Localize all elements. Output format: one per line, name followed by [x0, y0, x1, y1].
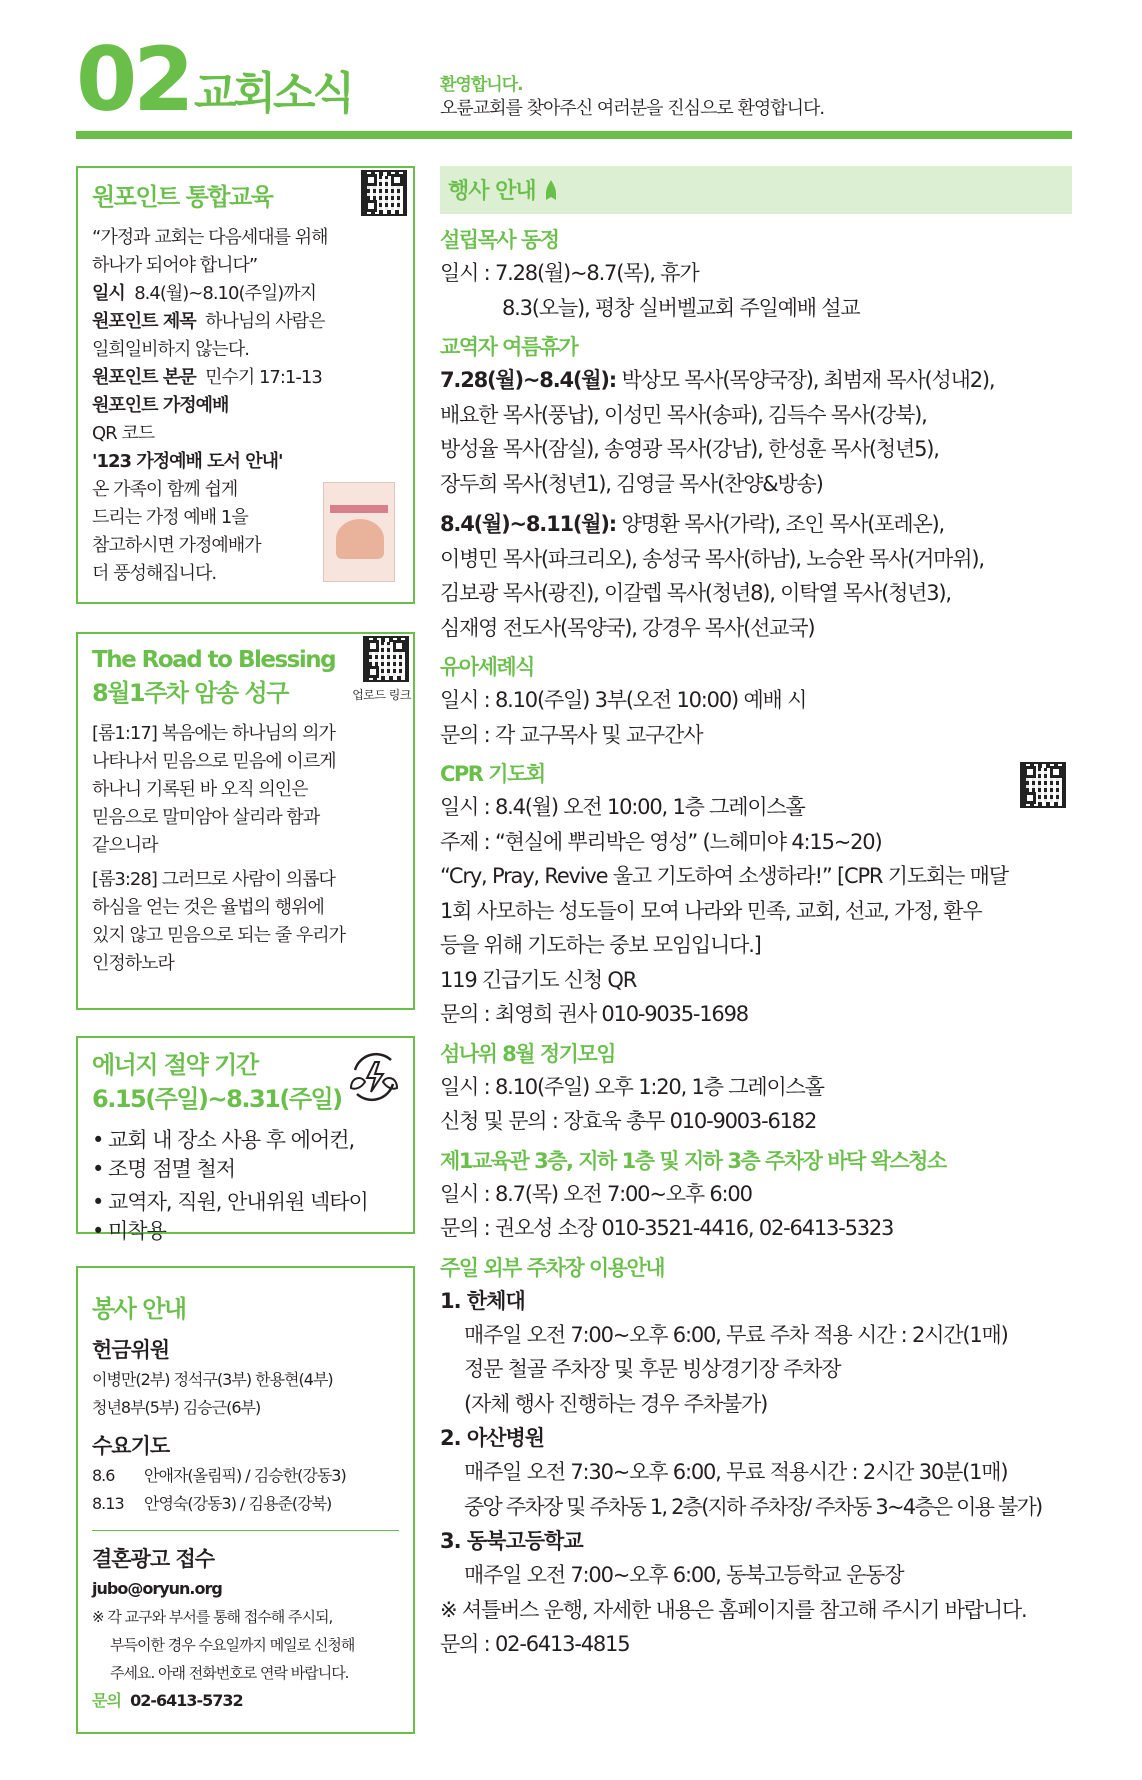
event-line: 방성율 목사(잠실), 송영광 목사(강남), 한성훈 목사(청년5),: [440, 437, 939, 461]
parking-note: ※ 셔틀버스 운행, 자세한 내용은 홈페이지를 참고해 주시기 바랍니다.: [440, 1597, 1027, 1622]
book-guide-label: '123 가정예배 도서 안내': [92, 451, 283, 472]
meeting-section-title: 섬나위 8월 정기모임: [440, 1041, 616, 1066]
guide-text: 드리는 가정 예배 1을: [92, 507, 248, 528]
verse-text: 믿음으로 말미암아 살리라 함과: [92, 807, 320, 828]
subject-value: 하나님의 사람은: [205, 311, 325, 332]
energy-item: • 교역자, 직원, 안내위원 넥타이: [92, 1188, 399, 1217]
verse-text: 같으니라: [92, 835, 158, 856]
service-title: 봉사 안내: [92, 1295, 186, 1323]
event-line: 문의 : 각 교구목사 및 교구간사: [440, 722, 703, 747]
event-line: 김보광 목사(광진), 이갈렙 목사(청년8), 이탁열 목사(청년3),: [440, 581, 951, 605]
parking-section-title: 주일 외부 주차장 이용안내: [440, 1255, 665, 1280]
parking-item-title: 1. 한체대: [440, 1288, 525, 1313]
prayer-names: 안영숙(강동3) / 김용준(강북): [144, 1494, 332, 1513]
verse-text: [롬3:28] 그러므로 사람이 의롭다: [92, 869, 335, 890]
header-divider: [76, 131, 1072, 139]
onepoint-title: 원포인트 통합교육: [92, 183, 273, 211]
energy-box: [76, 1036, 415, 1243]
event-line: 일시 : 8.10(주일) 3부(오전 10:00) 예배 시: [440, 688, 807, 712]
wedding-note: 주세요. 아래 전화번호로 연락 바랍니다.: [110, 1664, 349, 1682]
event-line: 매주일 오전 7:30~오후 6:00, 무료 적용시간 : 2시간 30분(1매): [464, 1460, 1008, 1484]
onepoint-quote: “가정과 교회는 다음세대를 위해: [92, 227, 328, 248]
qr-code-icon[interactable]: [1020, 762, 1066, 808]
qr-code-icon[interactable]: [361, 170, 407, 216]
date-label: 일시: [92, 283, 125, 304]
welcome-title: 환영합니다.: [440, 75, 523, 95]
wedding-note: 부득이한 경우 수요일까지 메일로 신청해: [110, 1636, 355, 1654]
event-line: 주제 : “현실에 뿌리박은 영성” (느헤미야 4:15~20): [440, 829, 882, 854]
cleaning-section-title: 제1교육관 3층, 지하 1층 및 지하 3층 주차장 바닥 왁스청소: [440, 1148, 946, 1173]
event-line: 1회 사모하는 성도들이 모여 나라와 민족, 교회, 선교, 가정, 환우: [440, 898, 982, 923]
events-title: 행사 안내: [448, 174, 560, 205]
energy-item: • 교회 내 장소 사용 후 에어컨,: [92, 1126, 399, 1155]
event-line: 매주일 오전 7:00~오후 6:00, 동북고등학교 운동장: [464, 1563, 904, 1587]
parking-item-title: 3. 동북고등학교: [440, 1529, 583, 1553]
event-line: 심재영 전도사(목양국), 강경우 목사(선교국): [440, 615, 815, 640]
verse-text: [롬1:17] 복음에는 하나님의 의가: [92, 723, 335, 744]
prayer-date: 8.13: [92, 1494, 124, 1513]
vacation-period: 7.28(월)~8.4(월):: [440, 368, 616, 392]
event-line: “Cry, Pray, Revive 울고 기도하여 소생하라!” [CPR 기도회는 매달: [440, 864, 1008, 888]
verse-text: 하심을 얻는 것은 율법의 행위에: [92, 897, 324, 918]
cpr-section-title: CPR 기도회: [440, 762, 545, 786]
prayer-title: 수요기도: [92, 1434, 170, 1458]
guide-text: 온 가족이 함께 쉽게: [92, 479, 238, 500]
baptism-section-title: 유아세례식: [440, 655, 534, 679]
qr-caption: 업로드 링크: [352, 688, 411, 702]
verse-text: 인정하노라: [92, 953, 174, 974]
parking-contact: 문의 : 02-6413-4815: [440, 1632, 630, 1656]
event-line: 배요한 목사(풍납), 이성민 목사(송파), 김득수 목사(강북),: [440, 402, 927, 427]
offering-names: 청년8부(5부) 김승근(6부): [92, 1398, 261, 1417]
event-line: 매주일 오전 7:00~오후 6:00, 무료 주차 적용 시간 : 2시간(1매): [464, 1322, 1008, 1347]
guide-text: 더 풍성해집니다.: [92, 563, 217, 584]
event-line: 119 긴급기도 신청 QR: [440, 967, 637, 992]
road-title: The Road to Blessing: [92, 647, 336, 673]
subject-label: 원포인트 제목: [92, 311, 196, 332]
event-line: 문의 : 권오성 소장 010-3521-4416, 02-6413-5323: [440, 1216, 894, 1240]
event-line: (자체 행사 진행하는 경우 주차불가): [464, 1391, 768, 1416]
page-header: [76, 28, 1072, 136]
event-line: 양명환 목사(가락), 조인 목사(포레온),: [615, 512, 945, 536]
welcome-text: 오륜교회를 찾아주신 여러분을 진심으로 환영합니다.: [440, 98, 825, 119]
praying-hands-icon: [542, 179, 560, 201]
vacation-period: 8.4(월)~8.11(월):: [440, 512, 616, 536]
event-line: 중앙 주차장 및 주차동 1, 2층(지하 주차장/ 주차동 3~4층은 이용 불가): [464, 1494, 1042, 1519]
text-label: 원포인트 본문: [92, 367, 196, 388]
events-column: [440, 166, 1072, 1662]
founder-section-title: 설립목사 동정: [440, 228, 559, 252]
event-line: 8.3(오늘), 평창 실버벨교회 주일예배 설교: [502, 295, 860, 320]
event-line: 장두희 목사(청년1), 김영글 목사(찬양&방송): [440, 471, 823, 496]
page-number: 02: [76, 28, 191, 131]
subject-value: 일희일비하지 않는다.: [92, 339, 249, 360]
contact-label: 문의: [92, 1691, 121, 1710]
wedding-note: ※ 각 교구와 부서를 통해 접수해 주시되,: [92, 1608, 333, 1626]
wedding-email[interactable]: jubo@oryun.org: [92, 1579, 222, 1598]
verse-title: 8월1주차 암송 성구: [92, 679, 288, 707]
event-line: 정문 철골 주차장 및 후문 빙상경기장 주차장: [464, 1357, 841, 1381]
event-line: 일시 : 8.10(주일) 오후 1:20, 1층 그레이스홀: [440, 1074, 824, 1099]
divider: [92, 1530, 399, 1531]
contact-phone: 02-6413-5732: [130, 1691, 243, 1710]
event-line: 이병민 목사(파크리오), 송성국 목사(하남), 노승완 목사(거마위),: [440, 546, 984, 571]
energy-period: 6.15(주일)~8.31(주일): [92, 1085, 342, 1113]
memory-verse-box: [76, 632, 415, 1010]
verse-text: 하나니 기록된 바 오직 의인은: [92, 779, 308, 800]
energy-title: 에너지 절약 기간: [92, 1051, 258, 1079]
energy-item: • 미착용: [92, 1217, 399, 1246]
event-line: 일시 : 8.4(월) 오전 10:00, 1층 그레이스홀: [440, 795, 805, 819]
event-line: 등을 위해 기도하는 중보 모임입니다.]: [440, 933, 761, 957]
guide-text: 참고하시면 가정예배가: [92, 535, 261, 556]
prayer-names: 안애자(올림픽) / 김승한(강동3): [144, 1466, 346, 1485]
event-line: 일시 : 7.28(월)~8.7(목), 휴가: [440, 261, 699, 285]
event-line: 신청 및 문의 : 장효욱 총무 010-9003-6182: [440, 1109, 817, 1133]
event-line: 일시 : 8.7(목) 오전 7:00~오후 6:00: [440, 1181, 752, 1206]
parking-item-title: 2. 아산병원: [440, 1426, 545, 1450]
page-title: 교회소식: [194, 68, 353, 119]
book-cover-image: [323, 482, 395, 582]
date-value: 8.4(월)~8.10(주일)까지: [134, 283, 317, 304]
offering-names: 이병만(2부) 정석구(3부) 한용현(4부): [92, 1370, 333, 1389]
prayer-date: 8.6: [92, 1466, 115, 1485]
vacation-section-title: 교역자 여름휴가: [440, 335, 578, 359]
family-worship-label: 원포인트 가정예배: [92, 395, 229, 416]
energy-leaf-icon: [345, 1048, 403, 1106]
events-banner: [440, 166, 1072, 214]
qr-label: QR 코드: [92, 423, 155, 444]
offering-title: 헌금위원: [92, 1338, 170, 1362]
event-line: 문의 : 최영희 권사 010-9035-1698: [440, 1002, 748, 1026]
verse-text: 있지 않고 믿음으로 되는 줄 우리가: [92, 925, 346, 946]
onepoint-box: [76, 166, 415, 604]
energy-item: • 조명 점멸 철저: [92, 1155, 399, 1184]
wedding-title: 결혼광고 접수: [92, 1547, 215, 1571]
service-box: [76, 1266, 415, 1734]
event-line: 박상모 목사(목양국장), 최범재 목사(성내2),: [615, 368, 995, 392]
text-value: 민수기 17:1-13: [205, 367, 322, 388]
verse-text: 나타나서 믿음으로 믿음에 이르게: [92, 751, 336, 772]
onepoint-quote: 하나가 되어야 합니다”: [92, 255, 258, 276]
qr-code-icon[interactable]: [363, 636, 409, 682]
